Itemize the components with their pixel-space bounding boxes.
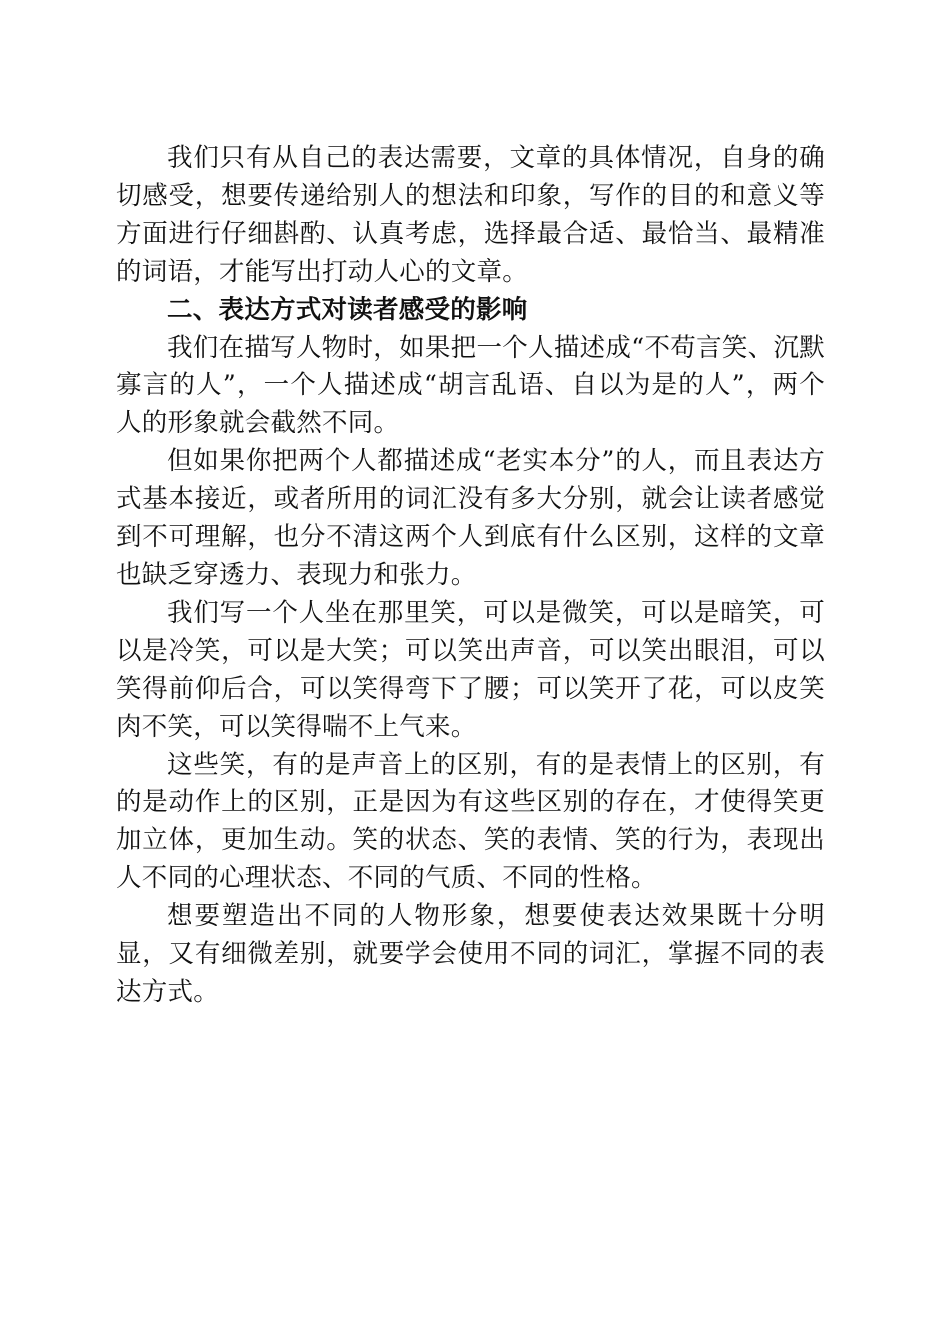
paragraph-3: 我们写一个人坐在那里笑，可以是微笑，可以是暗笑，可以是冷笑，可以是大笑；可以笑出声音，可以笑出眼泪，可以笑得前仰后合，可以笑得弯下了腰；可以笑开了花，可以皮笑肉不笑，可以笑得喘不上气来。 [116, 597, 825, 742]
paragraph-5: 想要塑造出不同的人物形象，想要使表达效果既十分明显，又有细微差别，就要学会使用不同的词汇，掌握不同的表达方式。 [116, 901, 825, 1007]
document-page [116, 140, 825, 1012]
paragraph-4: 这些笑，有的是声音上的区别，有的是表情上的区别，有的是动作上的区别，正是因为有这些区别的存在，才使得笑更加立体，更加生动。笑的状态、笑的表情、笑的行为，表现出人不同的心理状态、不同的气质、不同的性格。 [116, 749, 825, 894]
section-heading: 二、表达方式对读者感受的影响 [167, 294, 528, 325]
paragraph-1: 我们在描写人物时，如果把一个人描述成“不苟言笑、沉默寡言的人”，一个人描述成“胡言乱语、自以为是的人”，两个人的形象就会截然不同。 [116, 332, 825, 439]
paragraph-intro: 我们只有从自己的表达需要，文章的具体情况，自身的确切感受，想要传递给别人的想法和印象，写作的目的和意义等方面进行仔细斟酌、认真考虑，选择最合适、最恰当、最精准的词语，才能写出打动人心的文章。 [116, 143, 825, 287]
paragraph-2: 但如果你把两个人都描述成“老实本分”的人，而且表达方式基本接近，或者所用的词汇没有多大分别，就会让读者感觉到不可理解，也分不清这两个人到底有什么区别，这样的文章也缺乏穿透力、表现力和张力。 [116, 446, 825, 590]
